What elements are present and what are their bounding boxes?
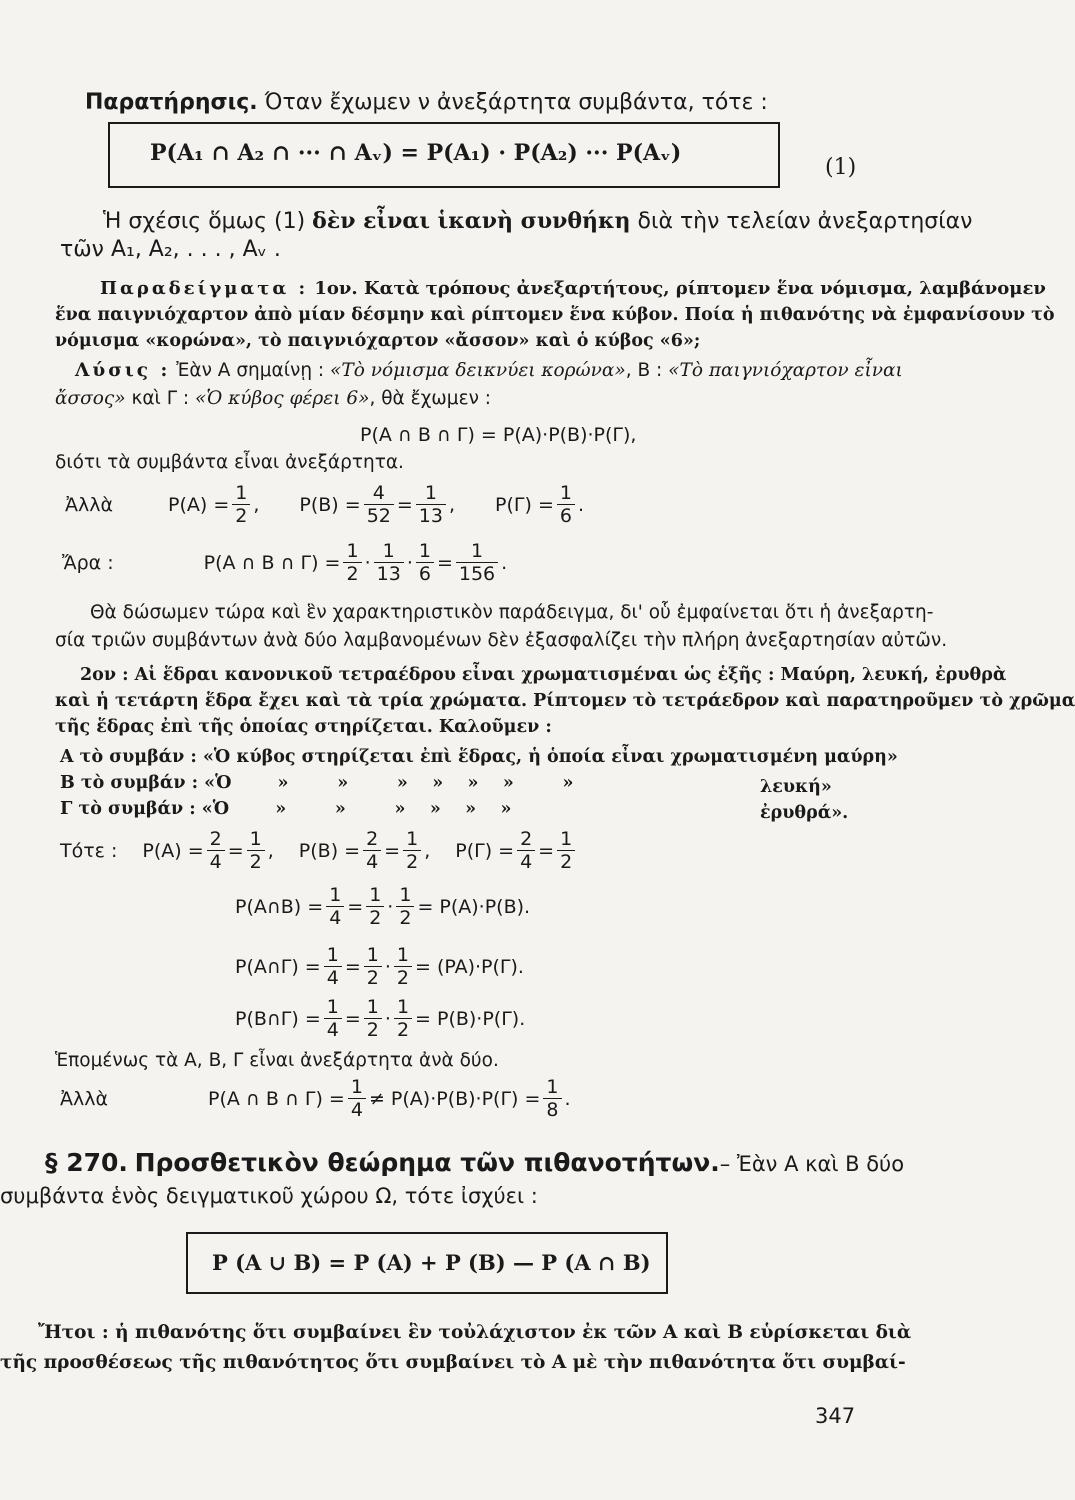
example2-line1: 2ον : Αἱ ἕδραι κανονικοῦ τετραέδρου εἶναι χρωματισμέναι ὡς ἑξῆς : Μαύρη, λευκή, ἐρυθρὰ (80, 665, 1007, 685)
fraction-1-6: $\frac{1}{6}$ (557, 482, 575, 527)
paragraph-line2: σία τριῶν συμβάντων ἀνὰ δύο λαμβανομένων δὲν ἐξασφαλίζει τὴν πλήρη ἀνεξαρτησίαν αὐτῶν. (55, 630, 948, 651)
product-formula: P(A₁ ∩ A₂ ∩ ··· ∩ Aᵥ) = P(A₁) · P(A₂) ··· P(Aᵥ) (150, 140, 682, 166)
remark-text: Όταν ἔχωμεν ν ἀνεξάρτητα συμβάντα, τότε : (264, 90, 768, 115)
final-row: Ἀλλὰ P(A ∩ B ∩ Γ) = $\frac{1}{4}$ ≠ P(A)·P(B)·P(Γ) = $\frac{1}{8}$ . (60, 1076, 571, 1121)
example2-line3: τῆς ἕδρας ἐπὶ τῆς ὁποίας στηρίζεται. Καλοῦμεν : (55, 717, 552, 737)
tote-label: Τότε : (60, 839, 118, 862)
addition-formula: P (A ∪ B) = P (A) + P (B) — P (A ∩ B) (212, 1250, 651, 1275)
tote-row: Τότε : P(A) = $\frac{2}{4}$ = $\frac{1}{2}$ , P(B) = $\frac{2}{4}$ = $\frac{1}{2}$ , P(Γ) = $\frac{2}{4}$ = $\frac{1}{2}$ (60, 828, 578, 873)
fraction-1-13: $\frac{1}{13}$ (416, 482, 446, 527)
section-number: § 270. (45, 1148, 128, 1177)
fraction-4-52: $\frac{4}{52}$ (364, 482, 394, 527)
remark-sentence: Ἡ σχέσις ὅμως (1) δὲν εἶναι ἱκανὴ συνθήκη διὰ τὴν τελείαν ἀνεξαρτησίαν (103, 208, 973, 234)
example1-line1: Παραδείγματα : 1ον. Κατὰ τρόπους ἀνεξαρτήτους, ρίπτομεν ἕνα νόμισμα, λαμβάνομεν (100, 278, 1046, 299)
remark-sentence-end: τῶν A₁, A₂, . . . , Aᵥ . (60, 237, 281, 262)
fraction-1-8: $\frac{1}{8}$ (543, 1076, 561, 1121)
section-intro: συμβάντα ἑνὸς δειγματικοῦ χώρου Ω, τότε ἰσχύει : (0, 1184, 538, 1208)
event-g-color: ἐρυθρά». (760, 803, 849, 823)
ie-line2: τῆς προσθέσεως τῆς πιθανότητος ὅτι συμβαίνει τὸ A μὲ τὴν πιθανότητα ὅτι συμβαί- (0, 1352, 906, 1373)
event-a: A τὸ συμβάν : «Ὁ κύβος στηρίζεται ἐπὶ ἕδρας, ἡ ὁποία εἶναι χρωματισμένη μαύρη» (60, 747, 898, 767)
ie-line1: Ἤτοι : ἡ πιθανότης ὅτι συμβαίνει ἓν τοὐλάχιστον ἐκ τῶν A καὶ B εὑρίσκεται διὰ (38, 1322, 912, 1343)
pag-row: P(A∩Γ) = $\frac{1}{4}$ = $\frac{1}{2}$ · $\frac{1}{2}$ = (PA)·P(Γ). (235, 944, 524, 989)
remark-label: Παρατήρησις. (85, 90, 258, 115)
example1-line2: ἕνα παιγνιόχαρτον ἀπὸ μίαν δέσμην καὶ ρίπτομεν ἕνα κύβον. Ποία ἡ πιθανότης νὰ ἐμφανίσουν τὸ (55, 305, 1055, 325)
independence-equation: P(A ∩ B ∩ Γ) = P(A)·P(B)·P(Γ), (360, 424, 637, 446)
because-line: διότι τὰ συμβάντα εἶναι ἀνεξάρτητα. (55, 452, 404, 473)
probabilities-row: Ἀλλὰ P(A) = $\frac{1}{2}$ , P(B) = $\frac{4}{52}$ = $\frac{1}{13}$ , P(Γ) = $\frac{1}{6}$ . (65, 482, 584, 527)
solution-line1: Λύσις : Ἐὰν A σημαίνῃ : «Τὸ νόμισμα δεικνύει κορώνα», B : «Τὸ παιγνιόχαρτον εἶναι (75, 360, 903, 381)
but-label: Ἀλλὰ (65, 493, 114, 516)
pab-row: P(A∩B) = $\frac{1}{4}$ = $\frac{1}{2}$ · $\frac{1}{2}$ = P(A)·P(B). (235, 884, 531, 929)
solution-label: Λύσις : (75, 360, 171, 381)
example1-line3: νόμισμα «κορώνα», τὸ παιγνιόχαρτον «ἄσσον» καὶ ὁ κύβος «6»; (55, 331, 701, 351)
result-row: Ἄρα : P(A ∩ B ∩ Γ) = $\frac{1}{2}$ · $\frac{1}{13}$ · $\frac{1}{6}$ = $\frac{1}{156}$ . (62, 540, 508, 585)
section-title: Προσθετικὸν θεώρημα τῶν πιθανοτήτων. (134, 1148, 720, 1177)
example2-line2: καὶ ἡ τετάρτη ἕδρα ἔχει καὶ τὰ τρία χρώματα. Ρίπτομεν τὸ τετράεδρον καὶ παρατηροῦμεν τὸ χρῶμα (55, 691, 1075, 711)
paragraph-line1: Θὰ δώσωμεν τώρα καὶ ἓν χαρακτηριστικὸν παράδειγμα, δι' οὗ ἐμφαίνεται ὅτι ἡ ἀνεξαρτη- (90, 602, 934, 623)
section-heading: § 270. Προσθετικὸν θεώρημα τῶν πιθανοτήτων.– Ἐὰν A καὶ B δύο (45, 1148, 905, 1177)
insufficient-condition: δὲν εἶναι ἱκανὴ συνθήκη (312, 208, 631, 234)
page-number: 347 (815, 1404, 856, 1428)
pbg-row: P(B∩Γ) = $\frac{1}{4}$ = $\frac{1}{2}$ · $\frac{1}{2}$ = P(B)·P(Γ). (235, 996, 526, 1041)
remark-line (85, 90, 768, 116)
fraction-1-156: $\frac{1}{156}$ (456, 540, 498, 585)
solution-line2: ἄσσος» καὶ Γ : «Ὁ κύβος φέρει 6», θὰ ἔχωμεν : (55, 388, 492, 409)
equation-number: (1) (825, 155, 857, 180)
fraction-1-2: $\frac{1}{2}$ (232, 482, 250, 527)
ara-label: Ἄρα : (62, 551, 114, 574)
event-b: B τὸ συμβάν : «Ὁ » » » » » » » (60, 773, 574, 793)
event-b-color: λευκή» (760, 777, 832, 797)
examples-label: Παραδείγματα : (100, 278, 309, 299)
event-g: Γ τὸ συμβάν : «Ὁ » » » » » » (60, 799, 512, 819)
therefore-line: Ἑπομένως τὰ A, B, Γ εἶναι ἀνεξάρτητα ἀνὰ δύο. (55, 1050, 499, 1071)
